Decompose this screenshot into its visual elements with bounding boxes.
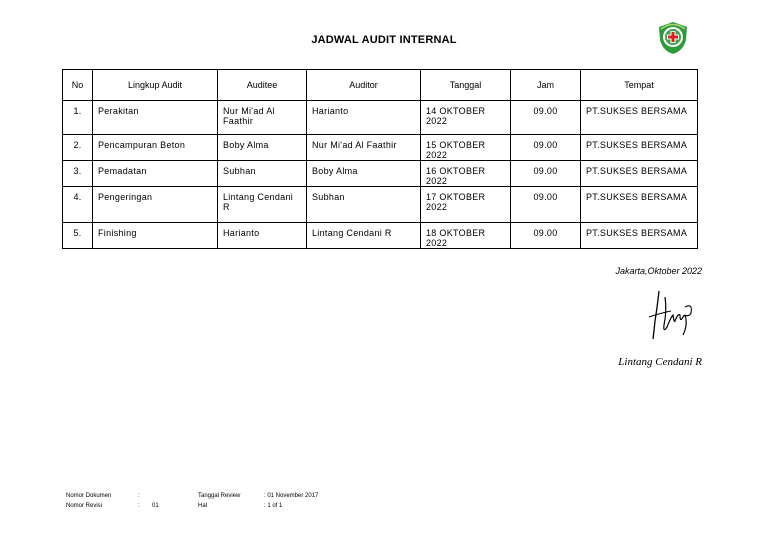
header-no: No <box>63 70 93 101</box>
cell-auditee: Harianto <box>218 223 307 249</box>
cell-scope: Pengeringan <box>93 187 218 223</box>
cell-no: 3. <box>63 161 93 187</box>
cell-no: 2. <box>63 135 93 161</box>
header-auditee: Auditee <box>218 70 307 101</box>
table-row <box>63 101 698 135</box>
cell-auditor: Harianto <box>307 101 421 135</box>
cell-auditee: Nur Mi'ad Al Faathir <box>218 101 307 135</box>
cell-date: 17 OKTOBER 2022 <box>421 187 511 223</box>
revision-value: 01 <box>152 503 159 509</box>
page-label: Hal <box>198 503 208 509</box>
cell-place: PT.SUKSES BERSAMA <box>581 187 698 223</box>
header-date: Tanggal <box>421 70 511 101</box>
review-date-label: Tanggal Review <box>198 493 241 499</box>
cell-date: 15 OKTOBER 2022 <box>421 135 511 161</box>
cell-time: 09.00 <box>511 101 581 135</box>
place-and-date: Jakarta,Oktober 2022 <box>615 266 702 276</box>
cell-no: 1. <box>63 101 93 135</box>
table-row <box>63 135 698 161</box>
cell-scope: Pemadatan <box>93 161 218 187</box>
cell-auditor: Nur Mi'ad Al Faathir <box>307 135 421 161</box>
review-date-value: : 01 November 2017 <box>264 493 319 499</box>
doc-number-label: Nomor Dokumen <box>66 493 112 499</box>
cell-no: 5. <box>63 223 93 249</box>
cell-time: 09.00 <box>511 187 581 223</box>
cell-place: PT.SUKSES BERSAMA <box>581 161 698 187</box>
cell-date: 14 OKTOBER 2022 <box>421 101 511 135</box>
footer-row-1 <box>66 491 318 501</box>
footer-row-2 <box>66 501 318 511</box>
doc-number-value <box>152 491 198 501</box>
doc-number-sep: : <box>138 493 140 499</box>
audit-schedule-table <box>62 69 698 249</box>
cell-scope: Perakitan <box>93 101 218 135</box>
header-time: Jam <box>511 70 581 101</box>
cell-auditor: Subhan <box>307 187 421 223</box>
cell-place: PT.SUKSES BERSAMA <box>581 223 698 249</box>
cell-no: 4. <box>63 187 93 223</box>
page-title: JADWAL AUDIT INTERNAL <box>311 34 457 46</box>
revision-sep: : <box>138 503 140 509</box>
cell-auditee: Subhan <box>218 161 307 187</box>
cell-date: 18 OKTOBER 2022 <box>421 223 511 249</box>
cell-date: 16 OKTOBER 2022 <box>421 161 511 187</box>
header-scope: Lingkup Audit <box>93 70 218 101</box>
cell-time: 09.00 <box>511 223 581 249</box>
handwritten-signature-icon <box>645 287 697 343</box>
cell-auditee: Boby Alma <box>218 135 307 161</box>
page-value: : 1 of 1 <box>264 503 283 509</box>
cell-auditor: Lintang Cendani R <box>307 223 421 249</box>
cell-time: 09.00 <box>511 135 581 161</box>
table-row <box>63 187 698 223</box>
cell-scope: Pencampuran Beton <box>93 135 218 161</box>
cell-place: PT.SUKSES BERSAMA <box>581 101 698 135</box>
signer-name: Lintang Cendani R <box>618 356 702 368</box>
table-header-row <box>63 70 698 101</box>
table-row <box>63 223 698 249</box>
cell-place: PT.SUKSES BERSAMA <box>581 135 698 161</box>
cell-auditee: Lintang Cendani R <box>218 187 307 223</box>
revision-label: Nomor Revisi <box>66 503 103 509</box>
header-auditor: Auditor <box>307 70 421 101</box>
cell-time: 09.00 <box>511 161 581 187</box>
table-row <box>63 161 698 187</box>
header-place: Tempat <box>581 70 698 101</box>
cell-scope: Finishing <box>93 223 218 249</box>
document-footer <box>66 491 318 511</box>
cell-auditor: Boby Alma <box>307 161 421 187</box>
green-cross-shield-icon <box>655 20 691 56</box>
